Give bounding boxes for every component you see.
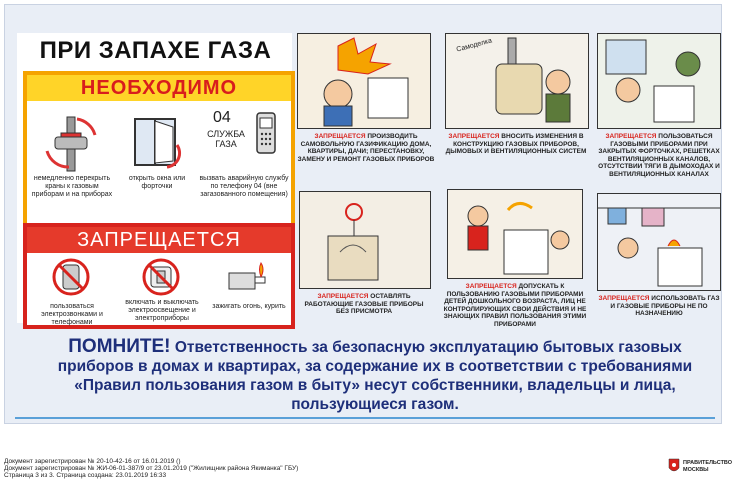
necessary-item-valves: немедленно перекрыть краны к газовым приборам и на приборах bbox=[31, 175, 113, 198]
picture-misuse bbox=[597, 193, 721, 291]
forbidden-item-electricity: включать и выключать электроосвещение и электроприборы bbox=[125, 299, 199, 322]
unattended-stove-illustration bbox=[300, 192, 430, 288]
caption-unattended: ЗАПРЕЩАЕТСЯ ОСТАВЛЯТЬ РАБОТАЮЩИЕ ГАЗОВЫЕ ПРИБОРЫ БЕЗ ПРИСМОТРА bbox=[304, 293, 424, 315]
left-panel bbox=[17, 33, 292, 326]
necessary-item-windows: открыть окна или форточки bbox=[128, 175, 186, 190]
laundry-over-stove-illustration bbox=[598, 194, 720, 290]
logo-line-2: МОСКВЫ bbox=[683, 467, 709, 473]
mobile-phone-icon bbox=[253, 109, 279, 157]
remember-text: Ответственность за безопасную эксплуатацию бытовых газовых приборов в домах и квартирах, за содержание их в соответствии с требованиями «Правил пользования газом в быту» несут собственники, владельцы и лица, пользующиеся газом. bbox=[57, 339, 693, 413]
gas-mask-illustration bbox=[598, 34, 720, 128]
logo-line-1: ПРАВИТЕЛЬСТВО bbox=[683, 460, 733, 466]
picture-children bbox=[447, 189, 583, 279]
moscow-coat-of-arms-icon bbox=[668, 458, 680, 474]
caption-misuse: ЗАПРЕЩАЕТСЯ ИСПОЛЬЗОВАТЬ ГАЗ И ГАЗОВЫЕ ПРИБОРЫ НЕ ПО НАЗНАЧЕНИЮ bbox=[598, 295, 720, 317]
forbidden-item-phones: пользоваться электрозвонками и телефонами bbox=[41, 303, 103, 326]
footer-line: Страница 3 из 3. Страница создана: 23.01.2019 16:33 bbox=[4, 472, 167, 479]
forbidden-item-fire: зажигать огонь, курить bbox=[212, 303, 286, 310]
caption-modify-appliances: ЗАПРЕЩАЕТСЯ ВНОСИТЬ ИЗМЕНЕНИЯ В КОНСТРУКЦИЮ ГАЗОВЫХ ПРИБОРОВ, ДЫМОВЫХ И ВЕНТИЛЯЦИОННЫХ СИСТЕМ bbox=[445, 133, 587, 155]
caption-self-gasification: ЗАПРЕЩАЕТСЯ ПРОИЗВОДИТЬ САМОВОЛЬНУЮ ГАЗИФИКАЦИЮ ДОМА, КВАРТИРЫ, ДАЧИ; ПЕРЕСТАНОВКУ, ЗАМЕНУ И РЕМОНТ ГАЗОВЫХ ПРИБОРОВ bbox=[297, 133, 435, 163]
caption-closed-ventilation: ЗАПРЕЩАЕТСЯ ПОЛЬЗОВАТЬСЯ ГАЗОВЫМИ ПРИБОРАМИ ПРИ ЗАКРЫТЫХ ФОРТОЧКАХ, РЕШЕТКАХ ВЕНТИЛЯЦИОННЫХ КАНАЛОВ, ОТСУТСТВИИ ТЯГИ В ДЫМОХОДАХ И ВЕНТИЛЯЦИОННЫХ КАНАЛАХ bbox=[598, 133, 720, 178]
forbidden-heading: ЗАПРЕЩАЕТСЯ bbox=[27, 227, 291, 253]
caption-children: ЗАПРЕЩАЕТСЯ ДОПУСКАТЬ К ПОЛЬЗОВАНИЮ ГАЗОВЫМИ ПРИБОРАМИ ДЕТЕЙ ДОШКОЛЬНОГО ВОЗРАСТА, ЛИЦ НЕ КОНТРОЛИРУЮЩИХ СВОИ ДЕЙСТВИЯ И НЕ ЗНАЮЩИХ ПРАВИЛ ПОЛЬЗОВАНИЯ ЭТИМИ ПРИБОРАМИ bbox=[443, 283, 587, 328]
necessary-heading: НЕОБХОДИМО bbox=[27, 75, 291, 101]
necessary-item-call: вызвать аварийную службу по телефону 04 (вне загазованного помещения) bbox=[199, 175, 289, 198]
homemade-sign: Самоделка bbox=[455, 37, 493, 54]
poster-title: ПРИ ЗАПАХЕ ГАЗА bbox=[39, 37, 272, 64]
footer-line: Документ зарегистрирован № 20-10-42-16 от 16.01.2019 () bbox=[4, 458, 181, 465]
necessary-box bbox=[23, 71, 295, 227]
no-switch-icon bbox=[141, 257, 181, 297]
picture-modify-appliances bbox=[445, 33, 589, 129]
moscow-government-logo bbox=[668, 456, 733, 478]
picture-self-gasification bbox=[297, 33, 431, 129]
remember-heading: ПОМНИТЕ! bbox=[68, 336, 171, 357]
gas-valve-icon bbox=[41, 115, 101, 173]
remember-block bbox=[45, 337, 705, 414]
forbidden-box bbox=[23, 223, 295, 329]
no-phone-icon bbox=[51, 257, 91, 297]
emergency-number: 04 bbox=[213, 109, 231, 126]
footer-line: Документ зарегистрирован № ЖИ-06-01-387/9 от 23.01.2019 ("Жилищник района Якиманка" ГБУ) bbox=[4, 465, 299, 472]
no-fire-icon bbox=[225, 257, 269, 297]
gas-service-label: СЛУЖБА ГАЗА bbox=[207, 129, 245, 149]
picture-closed-ventilation bbox=[597, 33, 721, 129]
stove-explosion-illustration bbox=[298, 34, 430, 128]
children-stove-illustration bbox=[448, 190, 582, 278]
picture-unattended bbox=[299, 191, 431, 289]
open-window-icon bbox=[127, 115, 187, 173]
poster-frame bbox=[4, 4, 722, 424]
document-footer bbox=[4, 458, 298, 479]
divider-line bbox=[15, 417, 715, 419]
